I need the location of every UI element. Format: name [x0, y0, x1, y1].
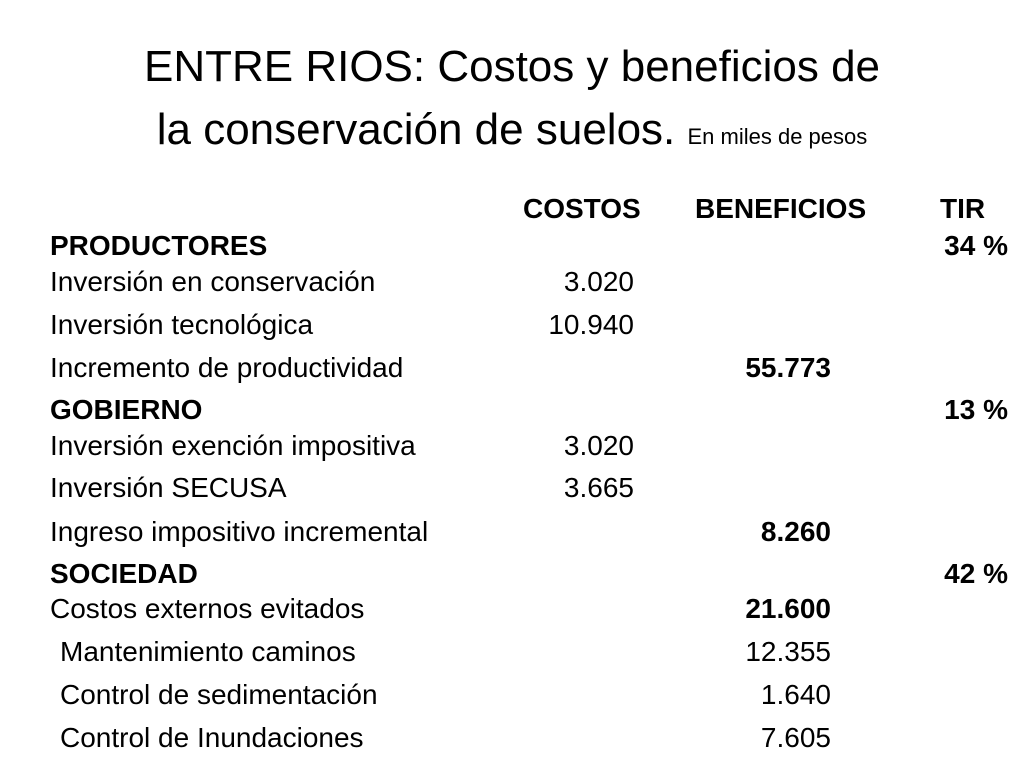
table-row: [0, 426, 1024, 466]
table-row: [0, 589, 1024, 629]
row-benefit: 55.773: [745, 352, 831, 383]
section-row-sociedad: [0, 554, 1024, 594]
row-label: Control de sedimentación: [60, 679, 378, 710]
row-label: Control de Inundaciones: [60, 722, 364, 753]
slide-title-line-2: [0, 104, 1024, 163]
section-tir: 34 %: [944, 230, 1008, 261]
row-label: Costos externos evitados: [50, 593, 365, 624]
slide-title-line-1: ENTRE RIOS: Costos y beneficios de: [143, 42, 881, 91]
row-cost: 3.020: [563, 266, 634, 297]
column-header-costs: COSTOS: [523, 193, 641, 224]
row-label: Inversión en conservación: [50, 266, 376, 297]
row-label: Ingreso impositivo incremental: [50, 516, 429, 547]
section-title: SOCIEDAD: [50, 558, 198, 589]
table-row: [0, 632, 1024, 672]
column-header-benefits: BENEFICIOS: [695, 193, 867, 224]
row-benefit: 8.260: [760, 516, 831, 547]
table-row: [0, 262, 1024, 302]
slide-subtitle: En miles de pesos: [687, 124, 868, 149]
slide-title-line-2-text: la conservación de suelos.: [156, 105, 676, 154]
row-benefit: 1.640: [760, 679, 831, 710]
row-label: Mantenimiento caminos: [60, 636, 356, 667]
row-label: Inversión SECUSA: [50, 472, 287, 503]
row-label: Inversión tecnológica: [50, 309, 314, 340]
section-row-productores: [0, 226, 1024, 266]
row-cost: 10.940: [548, 309, 634, 340]
row-label: Incremento de productividad: [50, 352, 404, 383]
section-row-gobierno: [0, 390, 1024, 430]
row-cost: 3.665: [563, 472, 634, 503]
table-row: [0, 348, 1024, 388]
row-benefit: 7.605: [760, 722, 831, 753]
row-cost: 3.020: [563, 430, 634, 461]
row-benefit: 12.355: [745, 636, 831, 667]
row-label: Inversión exención impositiva: [50, 430, 416, 461]
section-title: GOBIERNO: [50, 394, 203, 425]
table-row: [0, 718, 1024, 758]
section-tir: 13 %: [944, 394, 1008, 425]
column-header-tir: TIR: [940, 193, 986, 224]
table-row: [0, 468, 1024, 508]
table-row: [0, 512, 1024, 552]
section-title: PRODUCTORES: [50, 230, 268, 261]
table-row: [0, 675, 1024, 715]
section-tir: 42 %: [944, 558, 1008, 589]
row-benefit: 21.600: [745, 593, 831, 624]
table-row: [0, 305, 1024, 345]
